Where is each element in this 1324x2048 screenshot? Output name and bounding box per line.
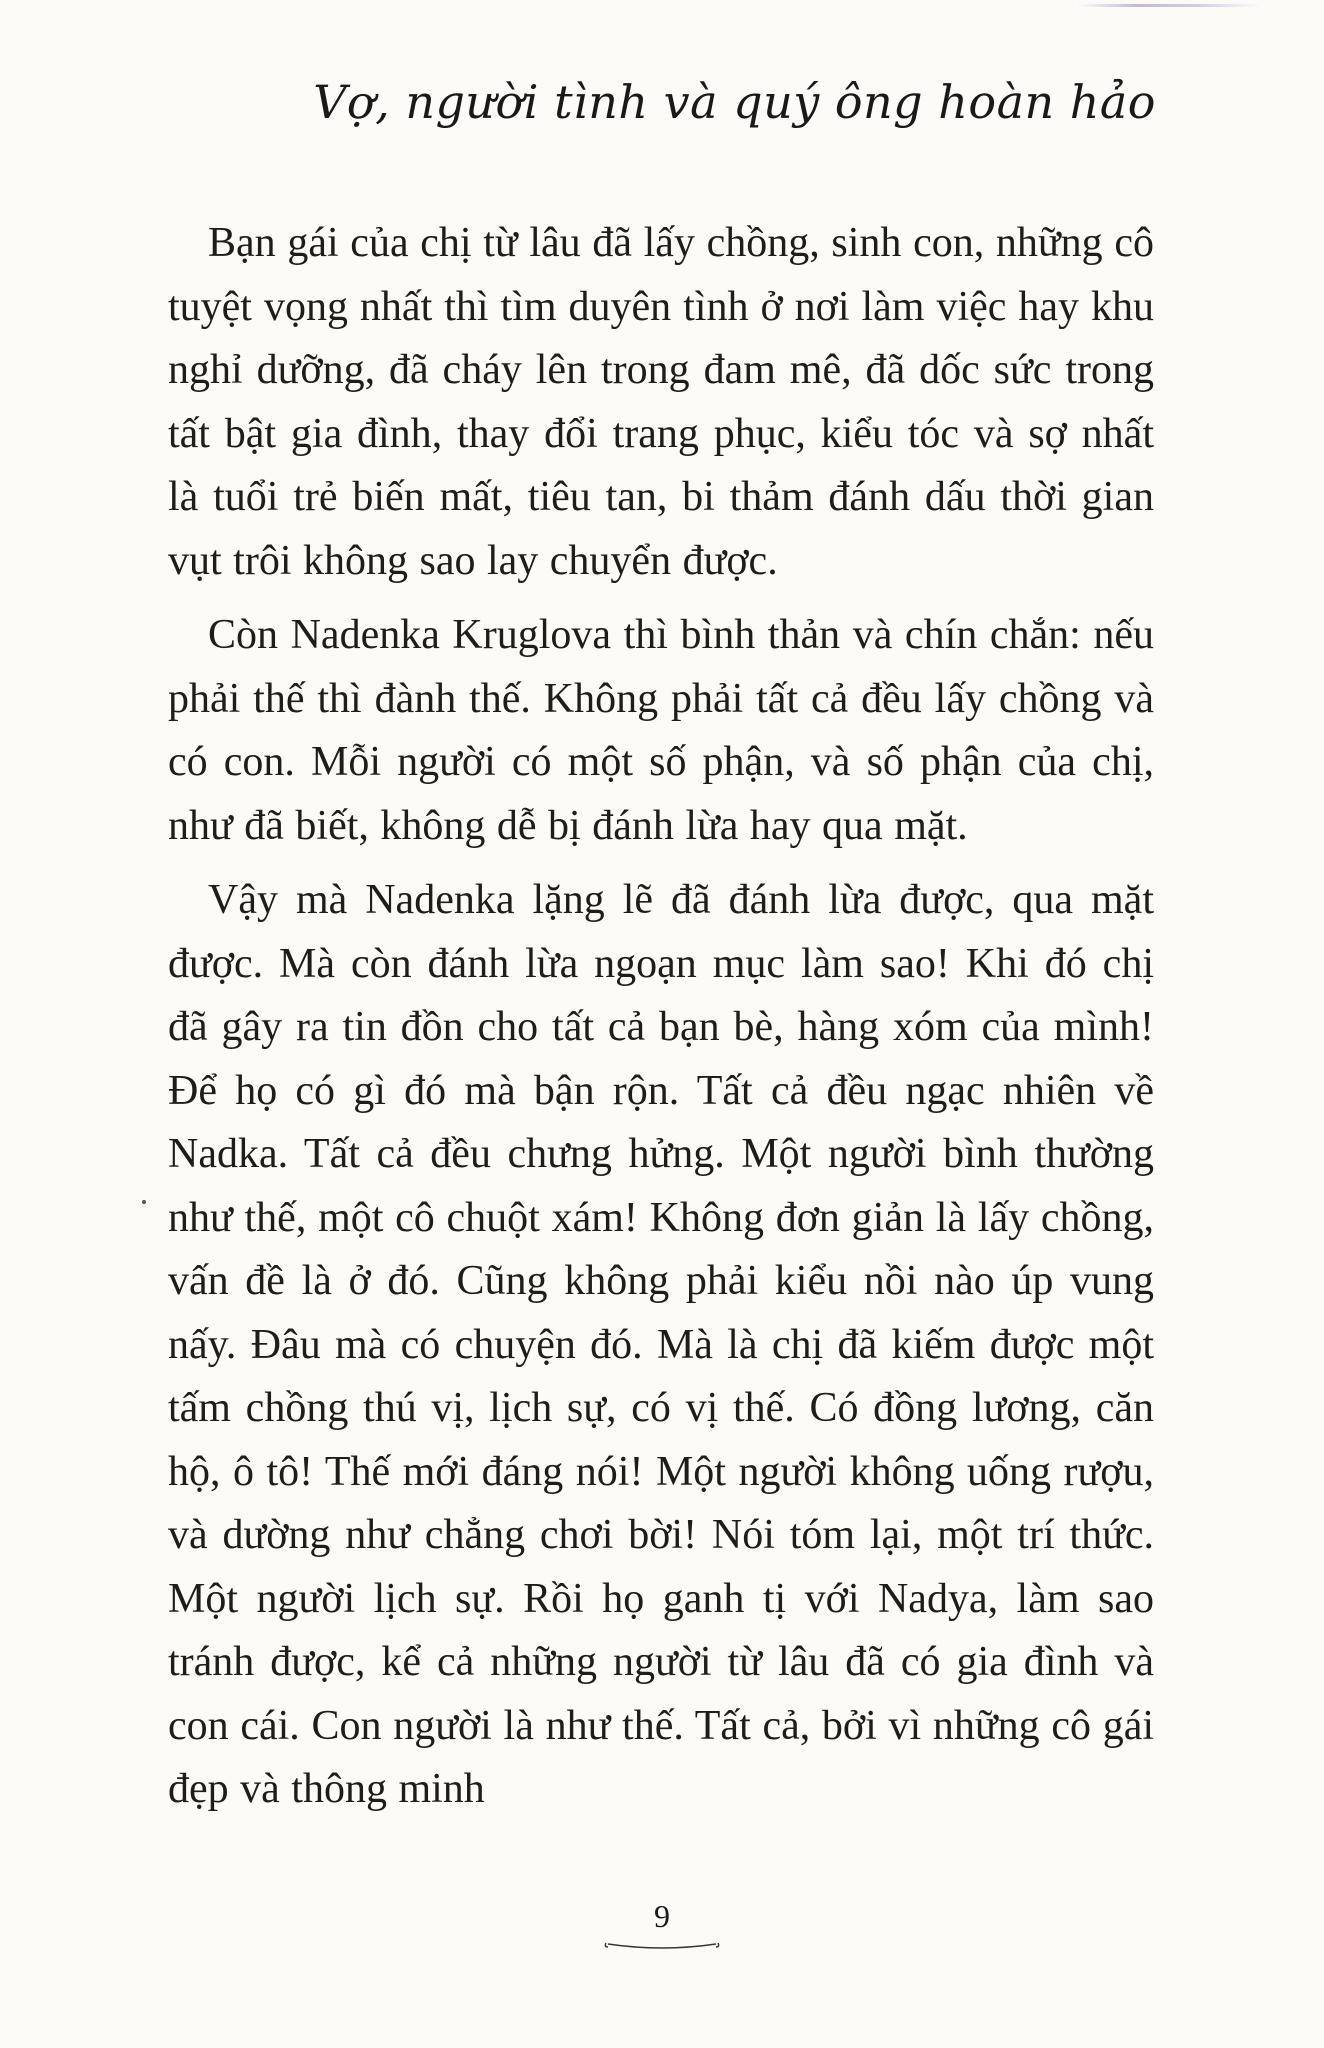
- paragraph-3: Vậy mà Nadenka lặng lẽ đã đánh lừa được, qua mặt được. Mà còn đánh lừa ngoạn mục làm sao! Khi đó chị đã gây ra tin đồn cho tất cả bạn bè, hàng xóm của mình! Để họ có gì đó mà bận rộn. Tất cả đều ngạc nhiên về Nadka. Tất cả đều chưng hửng. Một người bình thường như thế, một cô chuột xám! Không đơn giản là lấy chồng, vấn đề là ở đó. Cũng không phải kiểu nồi nào úp vung nấy. Đâu mà có chuyện đó. Mà là chị đã kiếm được một tấm chồng thú vị, lịch sự, có vị thế. Có đồng lương, căn hộ, ô tô! Thế mới đáng nói! Một người không uống rượu, và dường như chẳng chơi bời! Nói tóm lại, một trí thức. Một người lịch sự. Rồi họ ganh tị với Nadya, làm sao tránh được, kể cả những người từ lâu đã có gia đình và con cái. Con người là như thế. Tất cả, bởi vì những cô gái đẹp và thông minh: [168, 877, 1154, 1812]
- paragraph-1: Bạn gái của chị từ lâu đã lấy chồng, sinh con, những cô tuyệt vọng nhất thì tìm duyên tình ở nơi làm việc hay khu nghỉ dưỡng, đã cháy lên trong đam mê, đã dốc sức trong tất bật gia đình, thay đổi trang phục, kiểu tóc và sợ nhất là tuổi trẻ biến mất, tiêu tan, bi thảm đánh dấu thời gian vụt trôi không sao lay chuyển được.: [168, 220, 1154, 584]
- paragraph-2: Còn Nadenka Kruglova thì bình thản và chín chắn: nếu phải thế thì đành thế. Không phải tất cả đều lấy chồng và có con. Mỗi người có một số phận, và số phận của chị, như đã biết, không dễ bị đánh lừa hay qua mặt.: [168, 612, 1154, 849]
- margin-dot: [142, 1200, 146, 1204]
- top-edge-stripe: [1074, 4, 1264, 7]
- body-text: [168, 212, 1154, 1833]
- running-header: Vợ, người tình và quý ông hoàn hảo: [313, 75, 1156, 129]
- page-number: 9: [654, 1898, 670, 1934]
- page-number-ornament: [602, 1938, 722, 1954]
